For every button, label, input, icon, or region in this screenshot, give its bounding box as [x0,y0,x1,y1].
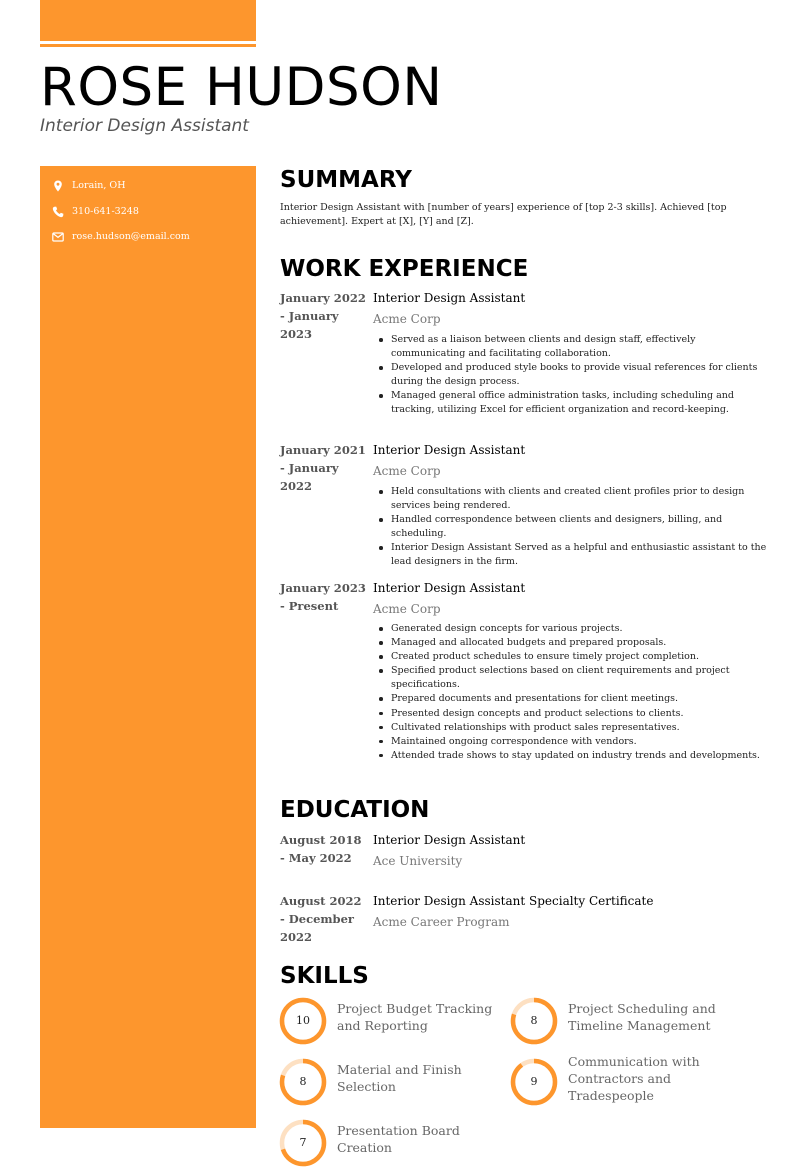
skill-name: Project Budget Tracking and Reporting [337,1001,493,1033]
entry-title: Interior Design Assistant [373,581,526,595]
bullet-item: Presented design concepts and product selections to clients. [373,707,768,721]
skill-level-ring [279,997,327,1045]
bullet-item: Specified product selections based on client requirements and project specifications. [373,664,768,692]
entry-organization: Acme Corp [373,312,441,326]
section-heading-skills: SKILLS [280,963,369,989]
entry-title: Interior Design Assistant [373,833,526,847]
header-accent-line [40,44,256,47]
entry-organization: Acme Corp [373,602,441,616]
entry-dates: January 2021 - January 2022 [280,443,366,493]
contact-location [52,180,126,192]
skill-name: Presentation Board Creation [337,1123,460,1155]
bullet-item: Interior Design Assistant Served as a helpful and enthusiastic assistant to the lead designers in the firm. [373,541,768,569]
candidate-title: Interior Design Assistant [40,116,249,136]
skill-level-ring [279,1058,327,1106]
bullet-item: Generated design concepts for various projects. [373,622,768,636]
bullet-item: Managed general office administration tasks, including scheduling and tracking, utilizing Excel for efficient organization and record-keeping. [373,389,768,417]
entry-dates: August 2022 - December 2022 [280,894,362,944]
skill-level-ring [510,997,558,1045]
bullet-item: Maintained ongoing correspondence with vendors. [373,735,768,749]
entry-organization: Acme Career Program [373,915,510,929]
section-heading-summary: SUMMARY [280,167,412,193]
skill-level-value: 10 [296,1014,310,1027]
entry-title: Interior Design Assistant [373,443,526,457]
entry-organization: Ace University [373,854,463,868]
phone-icon [52,206,64,218]
section-heading-experience: WORK EXPERIENCE [280,256,529,282]
entry-dates: August 2018 - May 2022 [280,833,362,865]
bullet-item: Handled correspondence between clients and designers, billing, and scheduling. [373,513,768,541]
entry-title: Interior Design Assistant [373,291,526,305]
envelope-icon [52,231,64,243]
skill-level-ring [510,1058,558,1106]
bullet-item: Developed and produced style books to provide visual references for clients during the design process. [373,361,768,389]
bullet-item: Created product schedules to ensure timely project completion. [373,650,768,664]
bullet-item: Served as a liaison between clients and design staff, effectively communicating and facilitating collaboration. [373,333,768,361]
bullet-item: Held consultations with clients and created client profiles prior to design services being rendered. [373,485,768,513]
skill-name: Material and Finish Selection [337,1062,462,1094]
entry-organization: Acme Corp [373,464,441,478]
bullet-item: Cultivated relationships with product sales representatives. [373,721,768,735]
bullet-item: Attended trade shows to stay updated on industry trends and developments. [373,749,768,763]
entry-title: Interior Design Assistant Specialty Certificate [373,894,654,908]
skill-level-ring [279,1119,327,1167]
summary-text: Interior Design Assistant with [number of years] experience of [top 2-3 skills]. Achieved [top achievement]. Expert at [X], [Y] and [Z]. [280,202,727,227]
sidebar [40,166,256,1128]
skill-name: Communication with Contractors and Tradespeople [568,1054,700,1103]
location-pin-icon [52,180,64,192]
entry-dates: January 2022 - January 2023 [280,291,366,341]
section-heading-education: EDUCATION [280,797,430,823]
skill-name: Project Scheduling and Timeline Management [568,1001,716,1033]
contact-phone-text: 310-641-3248 [72,206,139,217]
contact-location-text: Lorain, OH [72,180,126,191]
bullet-item: Managed and allocated budgets and prepared proposals. [373,636,768,650]
candidate-name: ROSE HUDSON [40,57,443,118]
entry-dates: January 2023 - Present [280,581,366,613]
bullet-item: Prepared documents and presentations for client meetings. [373,692,768,706]
contact-email-link[interactable]: rose.hudson@email.com [72,231,190,242]
skill-level-value: 7 [299,1136,307,1149]
entry-bullet-list [373,333,768,418]
entry-bullet-list [373,622,768,763]
contact-email[interactable] [52,231,190,243]
skill-level-value: 8 [299,1075,307,1088]
skill-level-value: 9 [530,1075,538,1088]
contact-phone [52,206,139,218]
header-accent-band [40,0,256,41]
entry-bullet-list [373,485,768,570]
skill-level-value: 8 [530,1014,538,1027]
